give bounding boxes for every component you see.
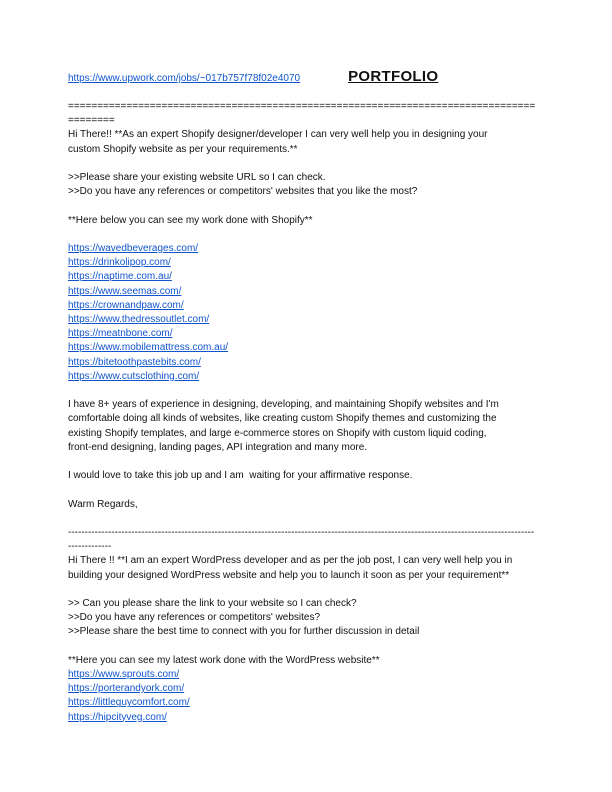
link-row xyxy=(68,327,538,341)
spacer xyxy=(68,384,538,398)
wordpress-work-link-1[interactable]: https://www.sprouts.com/ xyxy=(68,668,180,680)
spacer xyxy=(68,512,538,526)
shopify-work-link-7[interactable]: https://meatnbone.com/ xyxy=(68,328,173,340)
wordpress-question-2: >>Do you have any references or competitors' websites? xyxy=(68,612,321,624)
upwork-job-link[interactable]: https://www.upwork.com/jobs/~017b757f78f02e4070 xyxy=(68,73,301,84)
document-body xyxy=(68,100,538,725)
link-row xyxy=(68,270,538,284)
spacer xyxy=(68,228,538,242)
link-row xyxy=(68,370,538,384)
shopify-intro-line1: Hi There!! **As an expert Shopify designer/developer I can very well help you in designing your xyxy=(68,129,488,141)
spacer xyxy=(68,199,538,213)
experience-paragraph-line3: existing Shopify templates, and large e-commerce stores on Shopify with custom liquid coding, xyxy=(68,427,487,439)
experience-paragraph-line2: comfortable doing all kinds of websites, like creating custom Shopify themes and customizing the xyxy=(68,413,497,425)
link-row xyxy=(68,668,538,682)
equals-divider-line2: ======== xyxy=(68,115,115,127)
link-row xyxy=(68,711,538,725)
link-row xyxy=(68,356,538,370)
link-row xyxy=(68,341,538,355)
signoff-line: Warm Regards, xyxy=(68,498,138,510)
experience-paragraph-line1: I have 8+ years of experience in designing, developing, and maintaining Shopify websites and I'm xyxy=(68,399,499,411)
wordpress-question-3: >>Please share the best time to connect with you for further discussion in detail xyxy=(68,626,420,638)
wordpress-work-heading: **Here you can see my latest work done with the WordPress website** xyxy=(68,654,380,666)
link-row xyxy=(68,313,538,327)
portfolio-heading: PORTFOLIO xyxy=(348,68,439,85)
shopify-work-link-2[interactable]: https://drinkolipop.com/ xyxy=(68,257,171,269)
shopify-work-link-10[interactable]: https://www.cutsclothing.com/ xyxy=(68,370,200,382)
wordpress-work-link-4[interactable]: https://hipcityveg.com/ xyxy=(68,711,167,723)
wordpress-question-1: >> Can you please share the link to your website so I can check? xyxy=(68,597,357,609)
shopify-work-link-5[interactable]: https://crownandpaw.com/ xyxy=(68,299,184,311)
wordpress-work-link-2[interactable]: https://porterandyork.com/ xyxy=(68,683,185,695)
equals-divider-line1: ================================================================================ xyxy=(68,101,536,112)
experience-paragraph-line4: front-end designing, landing pages, API integration and many more. xyxy=(68,441,368,453)
link-row xyxy=(68,285,538,299)
wordpress-work-link-3[interactable]: https://littleguycomfort.com/ xyxy=(68,697,190,709)
wordpress-intro-line1: Hi There !! **I am an expert WordPress developer and as per the job post, I can very well help you in xyxy=(68,555,513,567)
link-row xyxy=(68,299,538,313)
shopify-work-link-8[interactable]: https://www.mobilemattress.com.au/ xyxy=(68,342,229,354)
shopify-work-heading: **Here below you can see my work done with Shopify** xyxy=(68,214,313,226)
dashes-divider-line2: ------------- xyxy=(68,541,112,553)
header-row xyxy=(68,67,538,88)
link-row xyxy=(68,256,538,270)
link-row xyxy=(68,696,538,710)
shopify-question-2: >>Do you have any references or competitors' websites that you like the most? xyxy=(68,186,418,198)
shopify-intro-line2: custom Shopify website as per your requirements.** xyxy=(68,143,298,155)
dashes-divider-line1: -------------------------------------------------------------------------------------------------------------------------------------------- xyxy=(68,526,535,538)
spacer xyxy=(68,483,538,497)
shopify-question-1: >>Please share your existing website URL so I can check. xyxy=(68,172,326,183)
shopify-work-link-4[interactable]: https://www.seemas.com/ xyxy=(68,285,182,297)
closing-line: I would love to take this job up and I am waiting for your affirmative response. xyxy=(68,470,413,482)
shopify-work-link-6[interactable]: https://www.thedressoutlet.com/ xyxy=(68,314,210,325)
spacer xyxy=(68,157,538,171)
shopify-work-link-1[interactable]: https://wavedbeverages.com/ xyxy=(68,242,199,254)
shopify-work-link-9[interactable]: https://bitetoothpastebits.com/ xyxy=(68,356,201,368)
wordpress-intro-line2: building your designed WordPress website and help you to launch it soon as per your requirement** xyxy=(68,569,510,581)
spacer xyxy=(68,640,538,654)
spacer xyxy=(68,583,538,597)
shopify-work-link-3[interactable]: https://naptime.com.au/ xyxy=(68,271,172,283)
link-row xyxy=(68,242,538,256)
link-row xyxy=(68,682,538,696)
spacer xyxy=(68,455,538,469)
